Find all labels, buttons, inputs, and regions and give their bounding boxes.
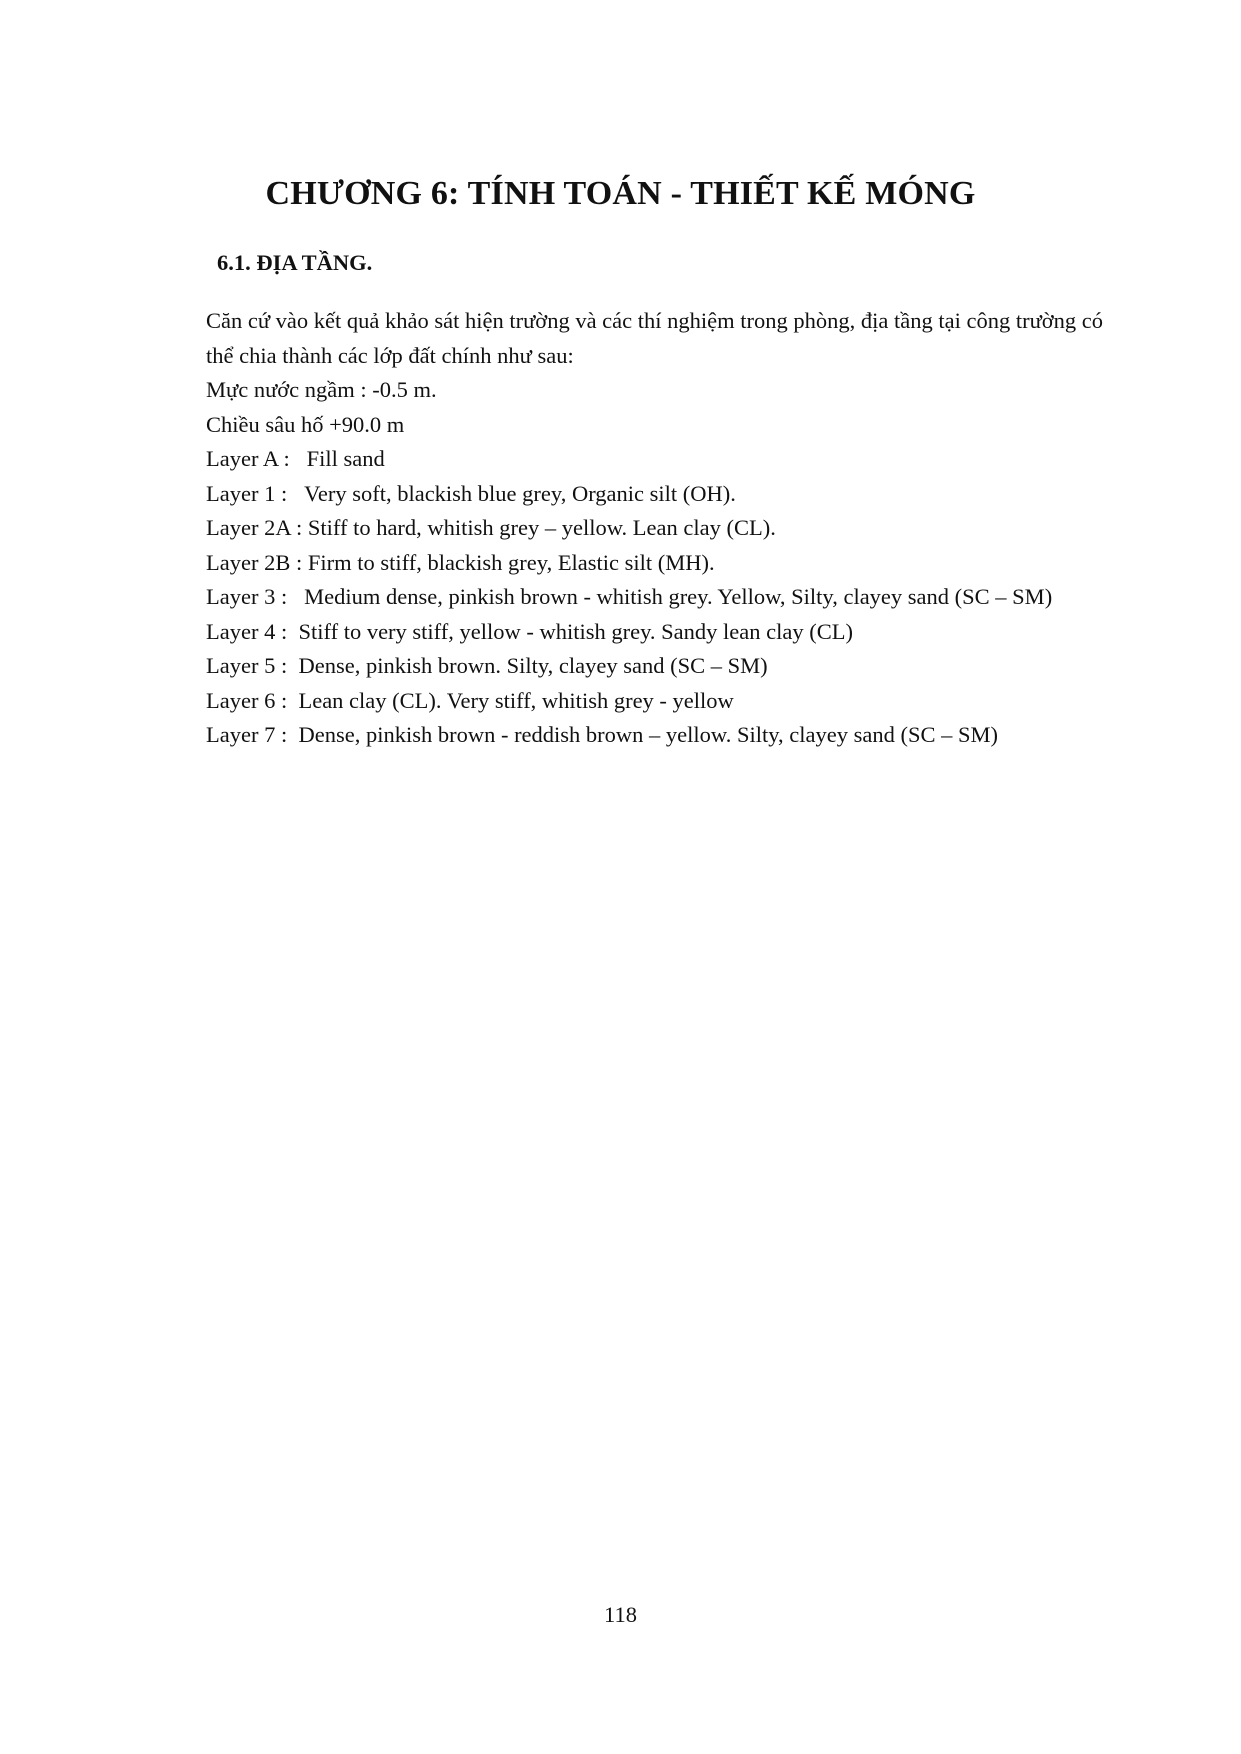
groundwater-level: Mực nước ngầm : -0.5 m. bbox=[206, 377, 437, 402]
layer-description: Dense, pinkish brown. Silty, clayey sand (SC – SM) bbox=[298, 653, 768, 678]
layer-label: Layer 2B : bbox=[206, 549, 308, 575]
layer-description: Dense, pinkish brown - reddish brown – yellow. Silty, clayey sand (SC – SM) bbox=[298, 722, 998, 747]
layer-label: Layer A : bbox=[206, 446, 307, 471]
layer-description: Fill sand bbox=[306, 446, 385, 471]
layer-description: Very soft, blackish blue grey, Organic silt (OH). bbox=[304, 480, 736, 506]
layer-description: Medium dense, pinkish brown - whitish grey. Yellow, Silty, clayey sand (SC – SM) bbox=[304, 584, 1053, 609]
layer-item bbox=[206, 615, 1126, 650]
layer-label: Layer 5 : bbox=[206, 653, 299, 678]
layer-item bbox=[206, 580, 1126, 615]
chapter-title: CHƯƠNG 6: TÍNH TOÁN - THIẾT KẾ MÓNG bbox=[265, 175, 976, 212]
body-text bbox=[206, 304, 1126, 753]
layer-label: Layer 1 : bbox=[206, 480, 305, 506]
layer-label: Layer 4 : bbox=[206, 618, 299, 644]
layer-description: Stiff to very stiff, yellow - whitish grey. Sandy lean clay (CL) bbox=[298, 618, 853, 644]
layer-item bbox=[206, 649, 1126, 684]
layer-item bbox=[206, 442, 1126, 477]
layer-label: Layer 7 : bbox=[206, 722, 299, 747]
layer-description: Stiff to hard, whitish grey – yellow. Lean clay (CL). bbox=[307, 515, 776, 540]
layer-item bbox=[206, 546, 1126, 581]
layer-item bbox=[206, 718, 1126, 753]
borehole-depth: Chiều sâu hố +90.0 m bbox=[206, 411, 405, 437]
layer-item bbox=[206, 684, 1126, 719]
layer-item bbox=[206, 477, 1126, 512]
page-number: 118 bbox=[604, 1602, 637, 1627]
intro-paragraph: Căn cứ vào kết quả khảo sát hiện trường và các thí nghiệm trong phòng, địa tầng tại công trường có thể chia thành các lớp đất chính như sau: bbox=[206, 308, 1104, 368]
layer-label: Layer 2A : bbox=[206, 515, 308, 540]
layer-description: Lean clay (CL). Very stiff, whitish grey - yellow bbox=[298, 687, 734, 713]
layer-description: Firm to stiff, blackish grey, Elastic silt (MH). bbox=[307, 549, 715, 575]
layer-item bbox=[206, 511, 1126, 546]
section-heading: 6.1. ĐỊA TẦNG. bbox=[217, 250, 373, 275]
layer-label: Layer 6 : bbox=[206, 687, 299, 713]
layer-label: Layer 3 : bbox=[206, 584, 305, 609]
